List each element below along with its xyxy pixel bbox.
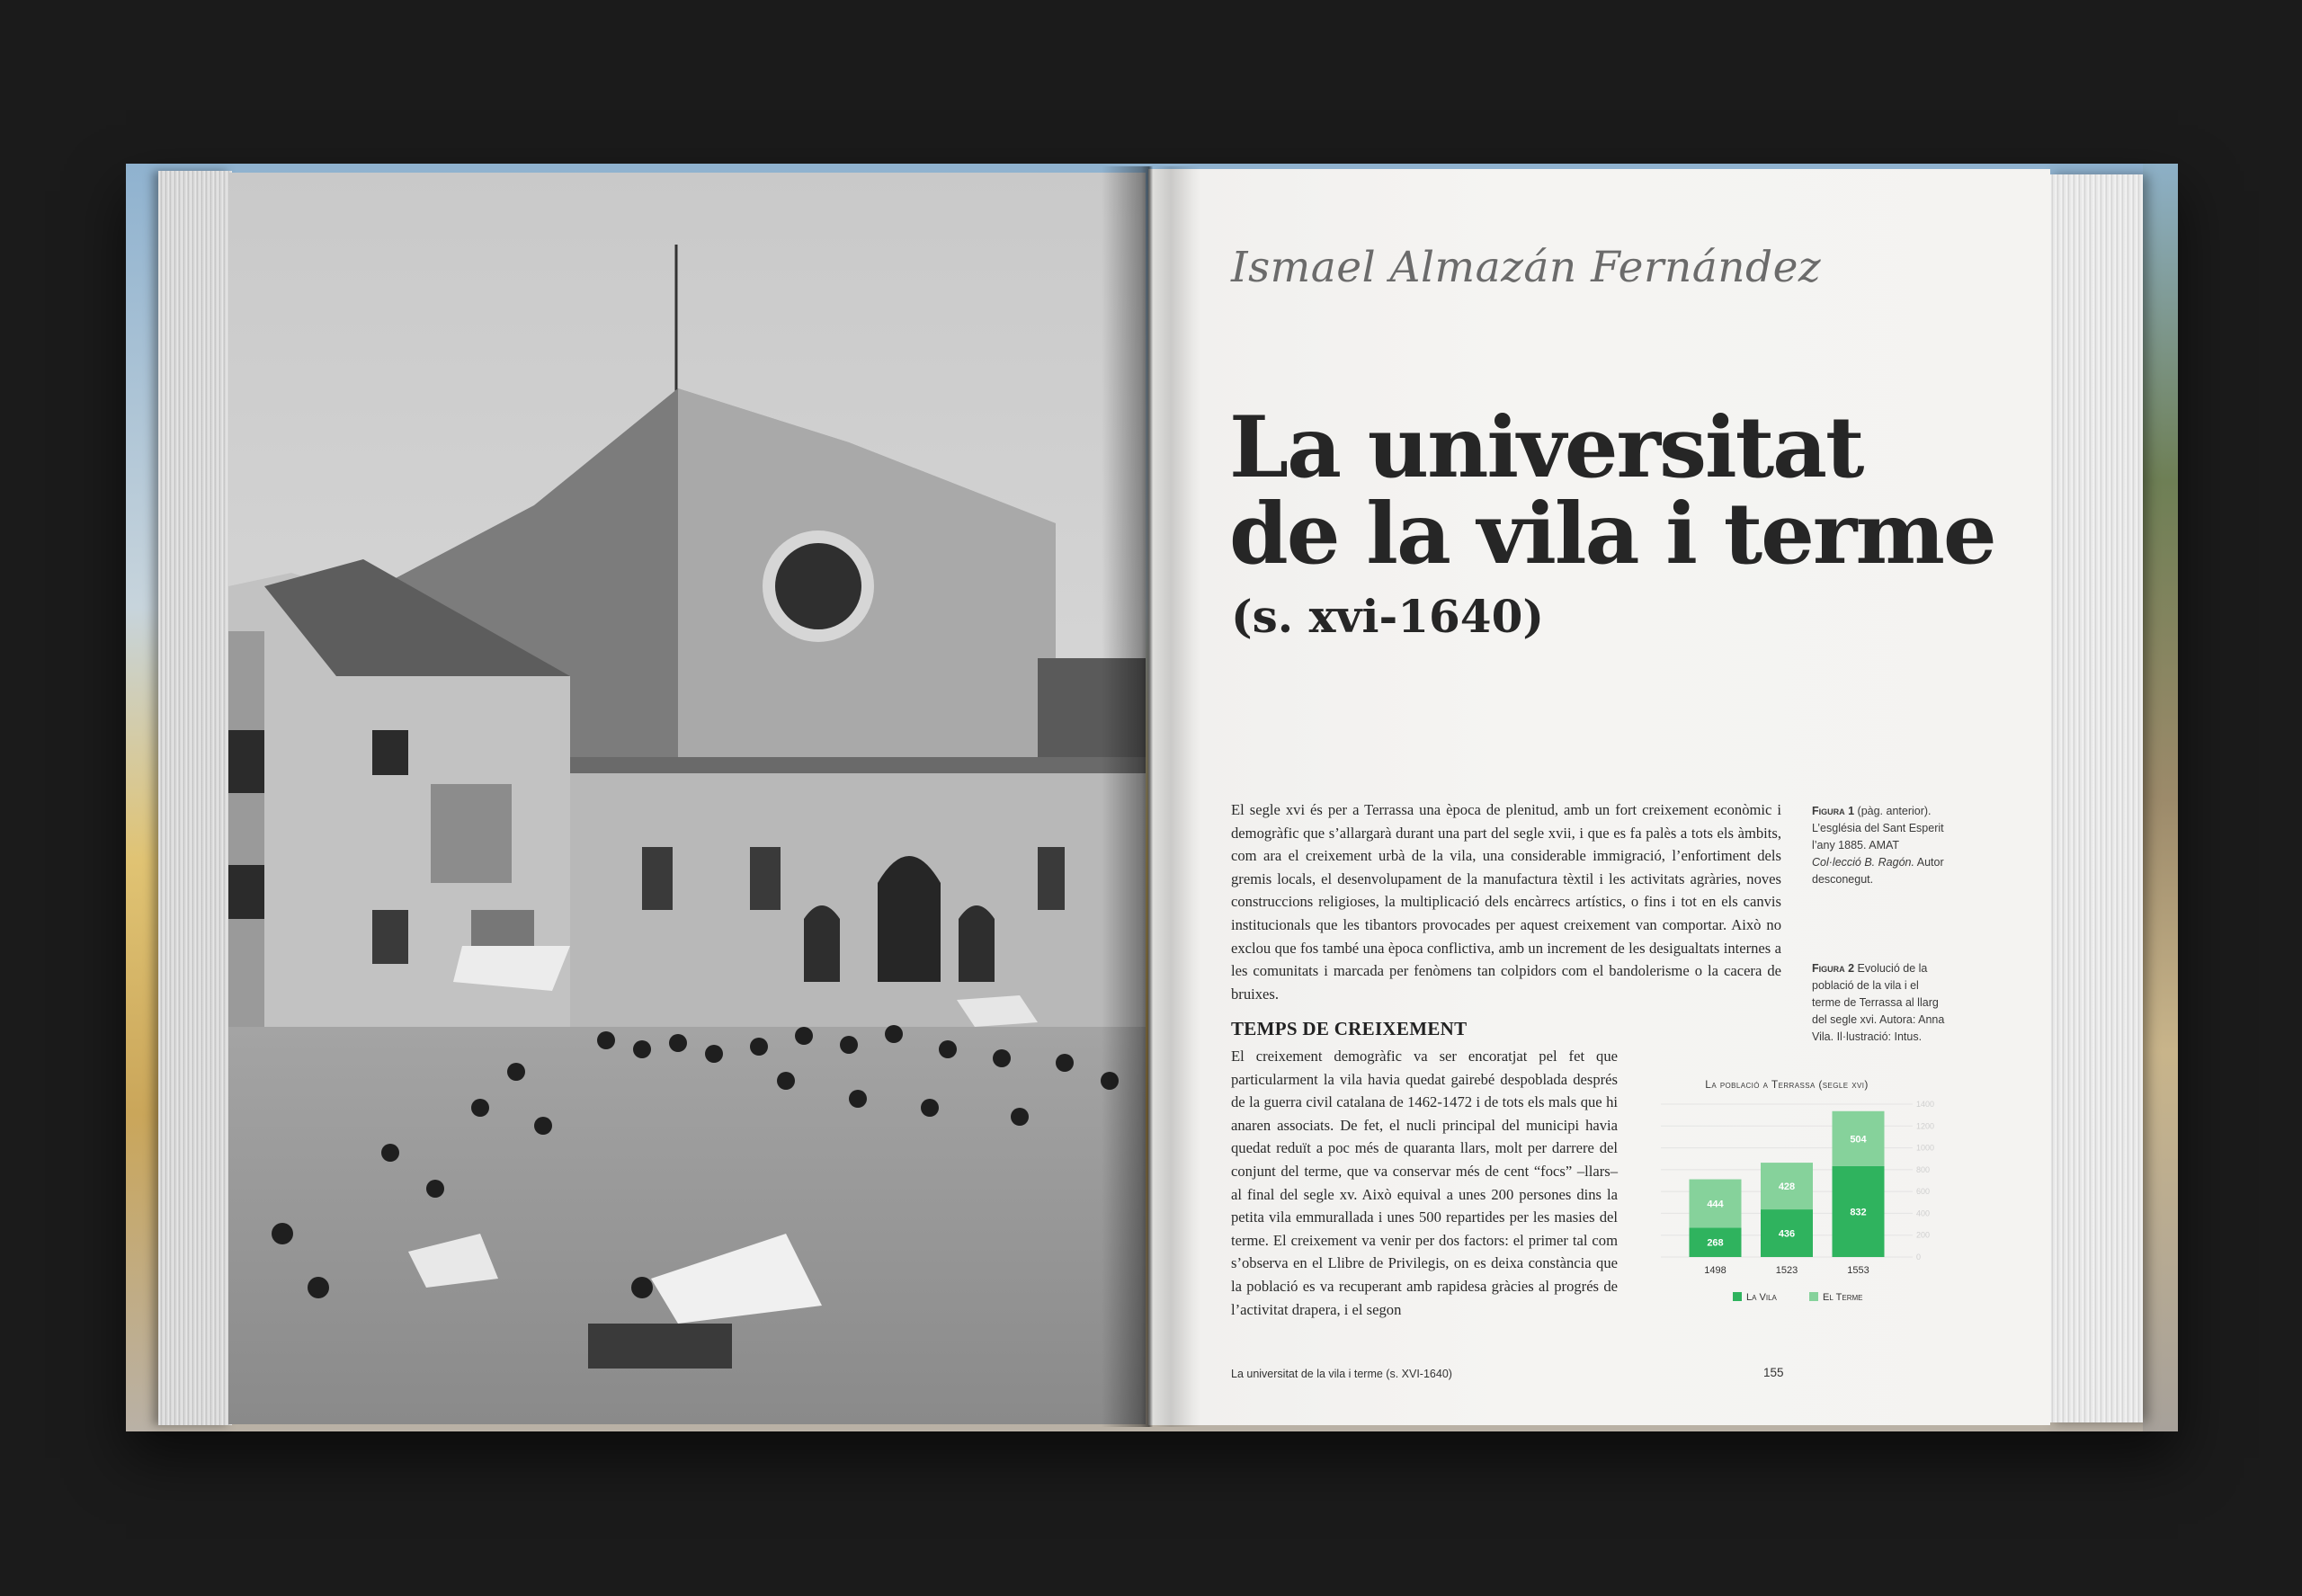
legend-swatch <box>1809 1292 1818 1301</box>
author-name: Ismael Almazán Fernández <box>1231 243 1822 292</box>
y-tick-label: 1400 <box>1916 1100 1935 1109</box>
y-tick-label: 1000 <box>1916 1143 1935 1153</box>
church-photograph <box>228 173 1146 1424</box>
bar-value-label: 428 <box>1778 1181 1796 1193</box>
bar-value-label: 436 <box>1778 1228 1796 1240</box>
backdrop-strip <box>2143 164 2178 1431</box>
bar-value-label: 504 <box>1850 1134 1867 1146</box>
title-line-1: La universitat <box>1229 398 1863 497</box>
body-paragraph-2: El creixement demogràfic va ser encoratjat pel fet que particularment la vila havia quedat gairebé despoblada després de la guerra civil catalana de 1462-1472 i de tots els mals que hi anaren associats. De fet, el nucli principal del municipi havia quedat reduït a poc més de quaranta llars, molt per darrere del conjunt del terme, que va conservar més de cent “focs” –llars– al final del segle xv. Això equival a unes 200 persones dins la petita vila emmurallada i unes 500 repartides per les masies del terme. El creixement va venir per dos factors: el primer tal com s’observa en el Llibre de Privilegis, on es deixa constància que la població es va recuperant amb rapidesa gràcies al progrés de l’activitat drapera, i el segon <box>1231 1048 1618 1318</box>
bar-value-label: 444 <box>1707 1199 1724 1210</box>
figure-1-label: Figura 1 <box>1812 805 1855 817</box>
chart-title: La població a Terrassa (segle xvi) <box>1705 1078 1869 1091</box>
page-edges-right <box>2048 174 2143 1422</box>
y-tick-label: 600 <box>1916 1187 1931 1197</box>
x-tick-label: 1553 <box>1847 1265 1869 1276</box>
x-tick-label: 1523 <box>1775 1265 1798 1276</box>
legend-swatch <box>1733 1292 1742 1301</box>
figure-1-tail: Autor desconegut. <box>1812 856 1944 886</box>
chapter-subtitle: (s. xvi-1640) <box>1231 590 1545 643</box>
figure-1-text: (pàg. anterior). L’església del Sant Esperit l’any 1885. AMAT <box>1812 805 1944 851</box>
left-page-photo <box>228 173 1146 1424</box>
y-tick-label: 400 <box>1916 1208 1931 1218</box>
figure-1-italic: Col·lecció B. Ragón. <box>1812 856 1914 869</box>
y-tick-label: 0 <box>1916 1253 1922 1262</box>
figure-2-label: Figura 2 <box>1812 962 1855 975</box>
chapter-title <box>1229 398 2021 584</box>
body-paragraph-1: El segle xvi és per a Terrassa una època de plenitud, amb un fort creixement econòmic i demogràfic que s’allargarà durant una part del segle xvii, i que es fa palès a tots els àmbits, com ara el creixement urbà de la vila, una considerable immigració, l’enfortiment dels gremis locals, el desenvolupament de la manufactura tèxtil i les activitats agràries, noves construccions religioses, la multiplicació dels encàrrecs artístics, o fins i tot en els canvis institucionals que les tibantors provocades per aquest creixement van comportar. Això no exclou que fos també una època conflictiva, amb un increment de les desigualtats internes a les comunitats i marcada per fenòmens tan colpidors com el bandolerisme o la cacera de bruixes. <box>1231 801 1781 1003</box>
figure-2-text: Evolució de la població de la vila i el terme de Terrassa al llarg del segle xvi. Autora: Anna Vila. Il·lustració: Intus. <box>1812 962 1945 1043</box>
title-line-2: de la vila i terme <box>1229 485 1995 584</box>
y-tick-label: 800 <box>1916 1164 1931 1174</box>
bar-value-label: 832 <box>1850 1207 1867 1218</box>
figure-2-caption <box>1812 960 1947 1046</box>
page-edges-left <box>158 171 232 1425</box>
right-page <box>1148 169 2050 1425</box>
figure-1-caption <box>1812 803 1947 888</box>
bar-value-label: 268 <box>1707 1237 1724 1249</box>
x-tick-label: 1498 <box>1704 1265 1726 1276</box>
y-tick-label: 200 <box>1916 1230 1931 1240</box>
legend-label: La Vila <box>1746 1292 1777 1303</box>
population-chart <box>1634 1068 1976 1329</box>
running-footer-title: La universitat de la vila i terme (s. XVI-1640) <box>1231 1368 1452 1380</box>
legend-label: El Terme <box>1823 1292 1863 1303</box>
population-chart-svg <box>1634 1068 1976 1329</box>
page-number: 155 <box>1763 1366 1784 1379</box>
y-tick-label: 1200 <box>1916 1121 1935 1131</box>
section-heading: TEMPS DE CREIXEMENT <box>1231 1018 1468 1039</box>
